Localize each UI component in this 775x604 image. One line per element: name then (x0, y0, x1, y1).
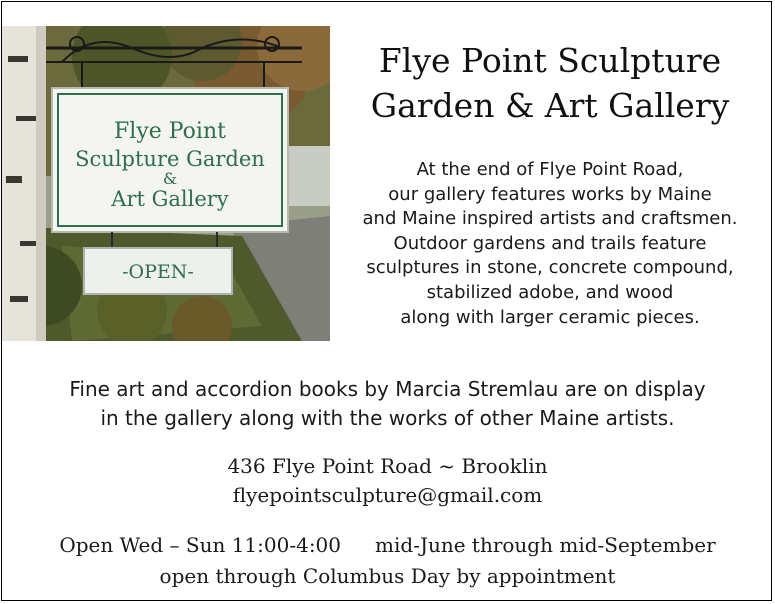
gallery-sign-photo (2, 26, 330, 341)
books-notice (0, 375, 775, 433)
address: 436 Flye Point Road ~ Brooklin (227, 454, 548, 478)
books-line: in the gallery along with the works of other Maine artists. (100, 406, 675, 430)
description-line: our gallery features works by Maine (388, 183, 712, 205)
opening-hours (0, 530, 775, 592)
sign-line-2: Sculpture Garden (75, 147, 265, 171)
sign-line-3: & (162, 169, 178, 188)
description-line: sculptures in stone, concrete compound, (366, 257, 734, 279)
books-line: Fine art and accordion books by Marcia Stremlau are on display (69, 377, 706, 401)
sign-line-1: Flye Point (114, 119, 226, 144)
gallery-sign-image (2, 26, 330, 341)
appointment-note: open through Columbus Day by appointment (159, 564, 616, 588)
title-line-2: Garden & Art Gallery (370, 86, 730, 125)
email: flyepointsculpture@gmail.com (232, 483, 543, 507)
title-line-1: Flye Point Sculpture (378, 41, 722, 80)
open-season: mid-June through mid-September (375, 533, 716, 557)
gallery-description (340, 158, 760, 330)
description-line: stabilized adobe, and wood (426, 281, 674, 303)
hours-row (0, 530, 775, 561)
sign-line-4: Art Gallery (111, 187, 229, 211)
contact-info (0, 452, 775, 510)
description-line: Outdoor gardens and trails feature (393, 232, 707, 254)
open-sign: -OPEN- (122, 261, 194, 283)
description-line: along with larger ceramic pieces. (400, 306, 700, 328)
description-line: At the end of Flye Point Road, (416, 159, 684, 180)
description-line: and Maine inspired artists and craftsmen. (362, 208, 738, 230)
open-days: Open Wed – Sun 11:00-4:00 (59, 533, 342, 557)
gallery-title (340, 38, 760, 128)
